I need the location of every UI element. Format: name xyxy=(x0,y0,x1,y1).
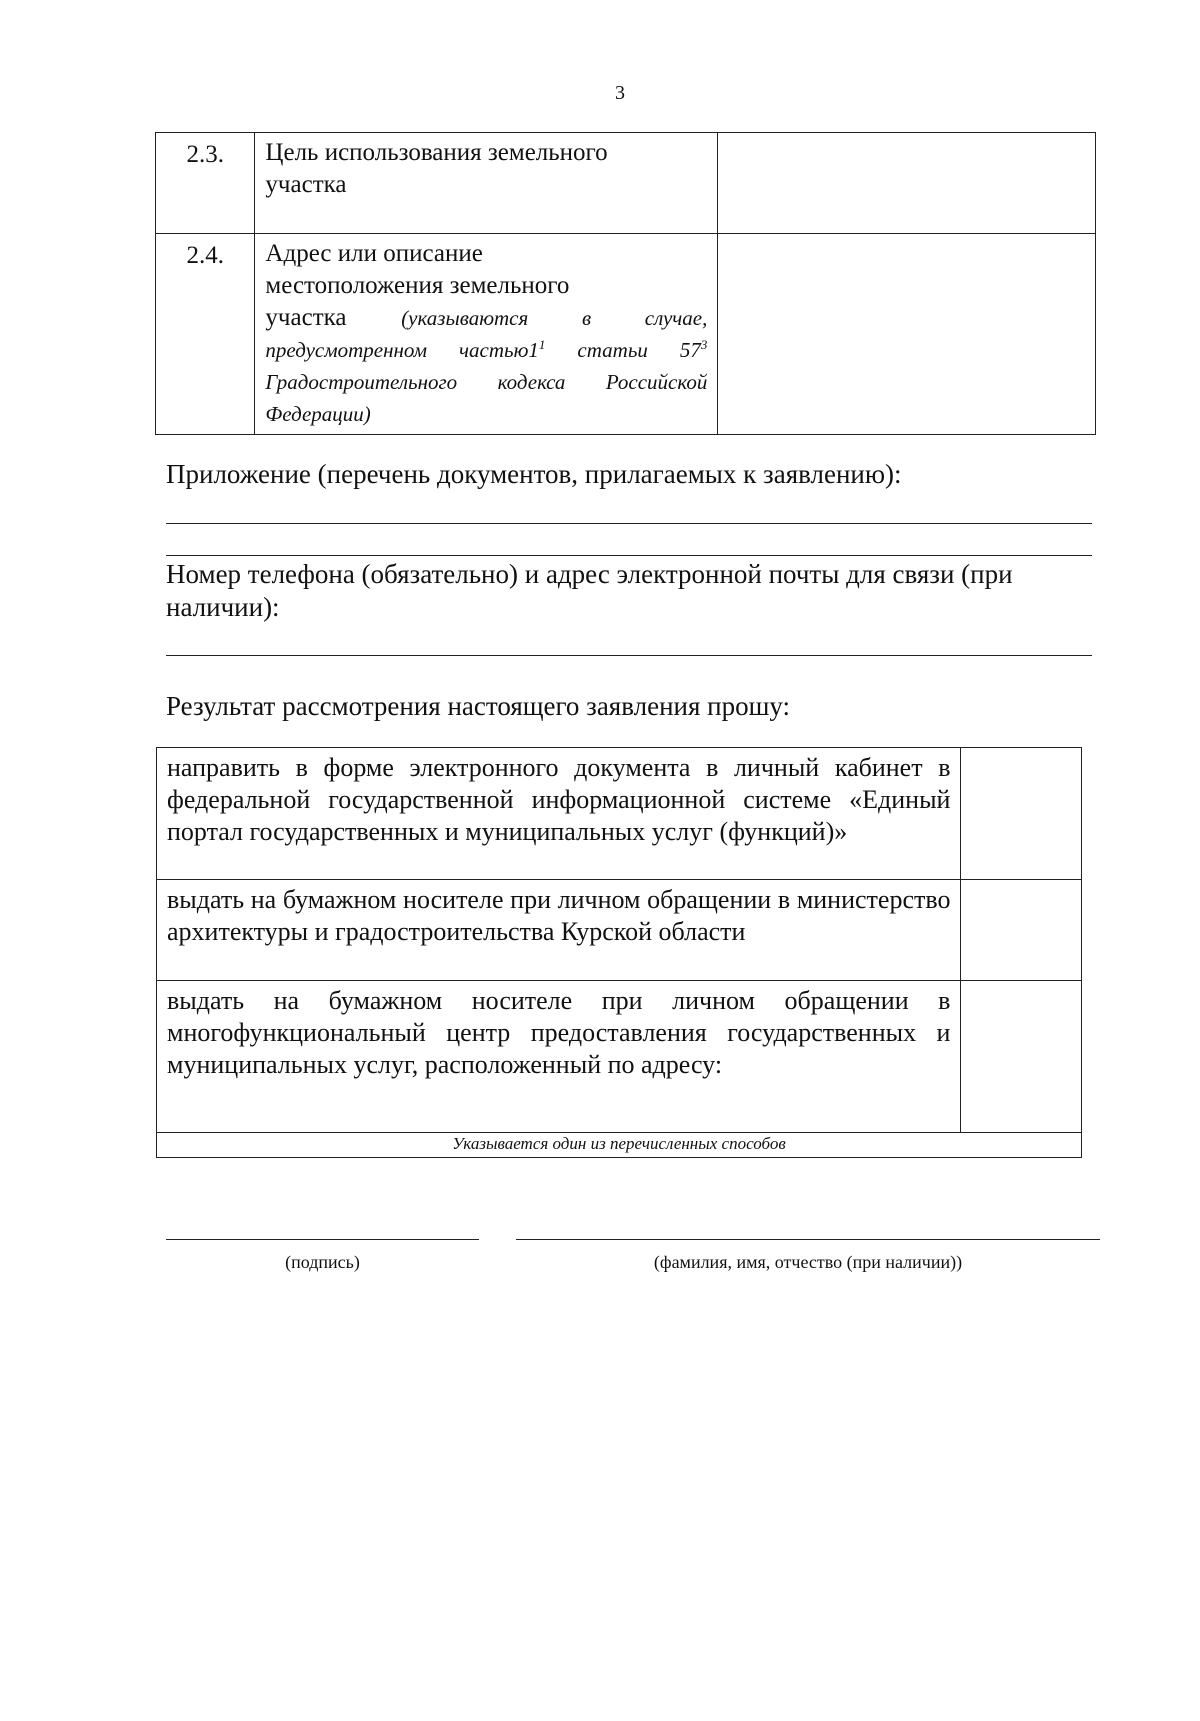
note-text: (указываются в случае, предусмотренном частью1 xyxy=(265,306,708,362)
note-sup: 1 xyxy=(538,337,546,352)
note-text: Градостроительного кодекса Российской Федерации) xyxy=(265,370,708,426)
option-checkbox[interactable] xyxy=(961,880,1082,981)
name-line[interactable] xyxy=(516,1239,1100,1240)
table-row xyxy=(157,981,1082,1133)
land-address-field[interactable] xyxy=(718,234,1096,435)
row-number: 2.3. xyxy=(156,133,255,234)
table-row xyxy=(157,880,1082,981)
attachments-line-2[interactable] xyxy=(166,555,1092,556)
option-text: выдать на бумажном носителе при личном обращении в многофункциональный центр предоставления государственных и муниципальных услуг, расположенный по адресу: xyxy=(157,981,961,1133)
result-label: Результат рассмотрения настоящего заявления прошу: xyxy=(166,691,791,721)
signature-caption: (подпись) xyxy=(285,1252,360,1272)
name-caption: (фамилия, имя, отчество (при наличии)) xyxy=(653,1252,963,1272)
table-footnote: Указывается один из перечисленных способов xyxy=(157,1133,1082,1158)
row-label xyxy=(255,234,718,435)
option-text: выдать на бумажном носителе при личном обращении в министерство архитектуры и градостроительства Курской области xyxy=(157,880,961,981)
label-line: Адрес или описание xyxy=(265,240,483,267)
table-row xyxy=(157,748,1082,880)
attachments-line-1[interactable] xyxy=(166,523,1092,524)
option-checkbox[interactable] xyxy=(961,981,1082,1133)
label-line: Цель использования земельного xyxy=(265,139,608,166)
table-row xyxy=(156,133,1096,234)
table-row xyxy=(157,1133,1082,1158)
attachments-label: Приложение (перечень документов, прилагаемых к заявлению): xyxy=(166,459,902,489)
contacts-line[interactable] xyxy=(166,655,1092,656)
signature-line[interactable] xyxy=(166,1239,479,1240)
option-text: направить в форме электронного документа в личный кабинет в федеральной государственной информационной системе «Единый портал государственных и муниципальных услуг (функций)» xyxy=(157,748,961,880)
row-label xyxy=(255,133,718,234)
land-plot-table xyxy=(155,132,1096,435)
contacts-label: Номер телефона (обязательно) и адрес электронной почты для связи (при наличии): xyxy=(166,559,1013,622)
page-number: 3 xyxy=(615,82,625,104)
table-row xyxy=(156,234,1096,435)
row-number: 2.4. xyxy=(156,234,255,435)
result-options-table xyxy=(156,747,1082,1158)
option-checkbox[interactable] xyxy=(961,748,1082,880)
land-purpose-field[interactable] xyxy=(718,133,1096,234)
note-sup: 3 xyxy=(700,337,708,352)
label-line: местоположения земельного xyxy=(265,272,570,299)
label-line: участка xyxy=(265,304,347,331)
note-text: статьи 57 xyxy=(545,338,701,362)
label-line: участка xyxy=(265,171,347,198)
